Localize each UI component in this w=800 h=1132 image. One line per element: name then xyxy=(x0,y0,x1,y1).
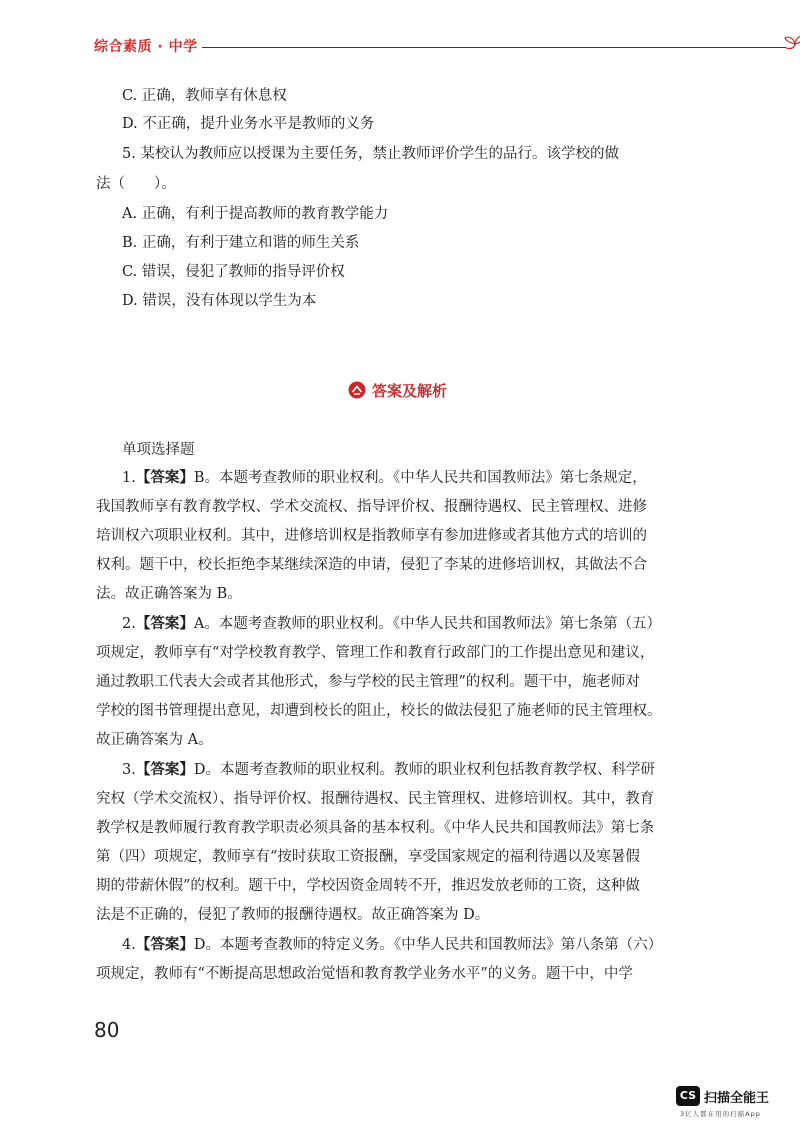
answer-tag: 【答案】 xyxy=(135,470,194,486)
answer-2-line: 项规定，教师享有“对学校教育教学、管理工作和教育行政部门的工作提出意见和建议， xyxy=(96,645,655,661)
answer-3-line: 法是不正确的，侵犯了教师的报酬待遇权。故正确答案为 D。 xyxy=(96,907,490,923)
question-5-option-c: C. 错误，侵犯了教师的指导评价权 xyxy=(122,264,345,280)
header-title: 综合素质 · 中学 xyxy=(94,39,198,55)
subheading: 单项选择题 xyxy=(122,442,195,458)
answer-3-line: 期的带薪休假”的权利。题干中，学校因资金周转不开，推迟发放老师的工资，这种做 xyxy=(96,878,640,894)
answer-3-line: 第（四）项规定，教师享有“按时获取工资报酬，享受国家规定的福利待遇以及寒暑假 xyxy=(96,849,640,865)
scanner-app-name: 扫描全能王 xyxy=(704,1091,770,1106)
answers-section-title xyxy=(348,378,447,402)
answer-text: A。本题考查教师的职业权利。《中华人民共和国教师法》第七条第（五） xyxy=(193,616,662,632)
answer-3-line: 究权（学术交流权）、指导评价权、报酬待遇权、民主管理权、进修培训权。其中，教育 xyxy=(96,791,655,807)
answer-4-first-line xyxy=(122,935,662,955)
scanner-logo-icon: CS xyxy=(676,1086,700,1106)
answer-2-line: 通过教职工代表大会或者其他形式，参与学校的民主管理”的权利。题干中，施老师对 xyxy=(96,674,640,690)
answer-text: D。本题考查教师的职业权利。教师的职业权利包括教育教学权、科学研 xyxy=(193,762,655,778)
option-c: C. 正确，教师享有休息权 xyxy=(122,88,287,104)
answer-number: 3. xyxy=(122,762,136,778)
question-5-stem-line2: 法（ ）。 xyxy=(96,176,176,192)
answer-4-line: 项规定，教师有“不断提高思想政治觉悟和教育教学业务水平”的义务。题干中，中学 xyxy=(96,966,633,982)
question-5-option-d: D. 错误，没有体现以学生为本 xyxy=(122,293,317,309)
page-number: 80 xyxy=(94,1018,120,1042)
answer-1-line: 我国教师享有教育教学权、学术交流权、指导评价权、报酬待遇权、民主管理权、进修 xyxy=(96,499,647,515)
question-5-stem-line1: 5. 某校认为教师应以授课为主要任务，禁止教师评价学生的品行。该学校的做 xyxy=(122,146,619,162)
scanner-tagline: 3亿人都在用的扫描App xyxy=(680,1110,761,1118)
answer-2-line: 故正确答案为 A。 xyxy=(96,732,213,748)
section-title-text: 答案及解析 xyxy=(372,381,448,400)
sprout-icon xyxy=(782,30,800,54)
answer-1-first-line xyxy=(122,468,647,488)
header-rule xyxy=(202,47,786,48)
answer-1-line: 法。故正确答案为 B。 xyxy=(96,586,242,602)
answer-tag: 【答案】 xyxy=(135,616,194,632)
answer-number: 4. xyxy=(122,937,136,953)
answer-1-line: 培训权六项职业权利。其中，进修培训权是指教师享有参加进修或者其他方式的培训的 xyxy=(96,528,647,544)
answer-number: 2. xyxy=(122,616,136,632)
answer-3-line: 教学权是教师履行教育教学职责必须具备的基本权利。《中华人民共和国教师法》第七条 xyxy=(96,820,655,836)
answer-text: B。本题考查教师的职业权利。《中华人民共和国教师法》第七条规定， xyxy=(193,470,647,486)
scanner-watermark xyxy=(676,1086,788,1120)
question-5-option-b: B. 正确，有利于建立和谐的师生关系 xyxy=(122,235,360,251)
question-5-option-a: A. 正确，有利于提高教师的教育教学能力 xyxy=(122,206,389,222)
answer-tag: 【答案】 xyxy=(135,762,194,778)
answer-tag: 【答案】 xyxy=(135,937,194,953)
answer-text: D。本题考查教师的特定义务。《中华人民共和国教师法》第八条第（六） xyxy=(193,937,663,953)
option-d: D. 不正确，提升业务水平是教师的义务 xyxy=(122,116,375,132)
answer-2-line: 学校的图书管理提出意见，却遭到校长的阻止，校长的做法侵犯了施老师的民主管理权。 xyxy=(96,703,662,719)
answer-3-first-line xyxy=(122,760,655,780)
running-header xyxy=(94,34,720,58)
section-badge-icon xyxy=(348,381,366,399)
answer-number: 1. xyxy=(122,470,136,486)
answer-1-line: 权利。题干中，校长拒绝李某继续深造的申请，侵犯了李某的进修培训权，其做法不合 xyxy=(96,557,647,573)
answer-2-first-line xyxy=(122,614,661,634)
